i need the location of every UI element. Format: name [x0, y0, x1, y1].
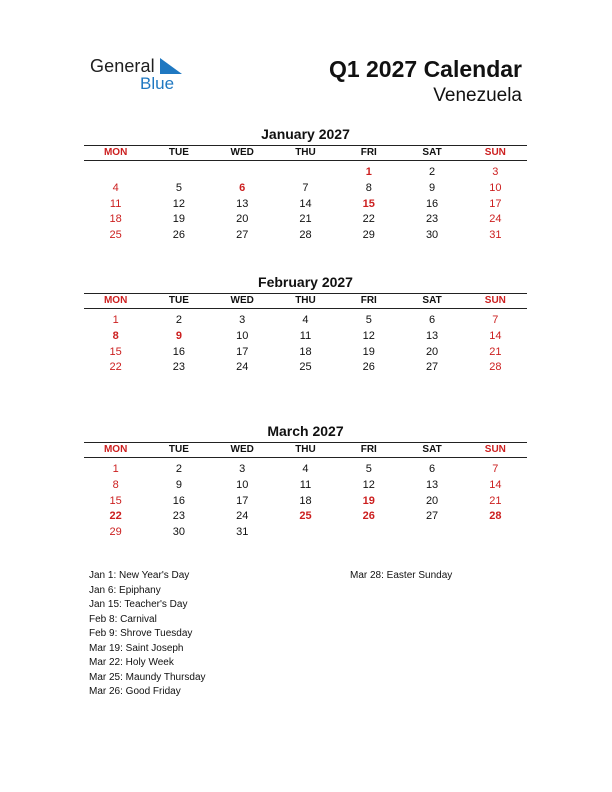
day-cell: 25: [299, 361, 312, 374]
day-cell: 24: [489, 213, 502, 226]
day-cell: 6: [429, 463, 436, 475]
day-cell: 4: [302, 463, 309, 475]
weeks-grid: [84, 165, 527, 244]
month-calendar-march: [84, 422, 527, 541]
day-cell: 7: [492, 463, 499, 475]
week-row: [84, 360, 527, 376]
day-cell: 31: [236, 526, 249, 539]
day-cell: 20: [425, 494, 439, 507]
day-cell: 12: [172, 197, 186, 210]
day-cell: 30: [172, 526, 186, 539]
day-cell: 21: [489, 345, 502, 358]
day-cell: 28: [489, 361, 502, 374]
week-row: [84, 197, 527, 213]
weekday-label-wed: WED: [230, 147, 254, 158]
weekday-label-mon: MON: [103, 295, 128, 306]
day-cell: 20: [425, 345, 439, 358]
day-cell: 9: [175, 478, 182, 491]
day-cell: 23: [425, 213, 439, 226]
day-cell: 5: [175, 181, 182, 194]
weekday-label-tue: TUE: [168, 147, 189, 158]
day-cell: 27: [236, 229, 249, 242]
weekday-label-sat: SAT: [422, 147, 442, 158]
day-cell: 15: [109, 494, 122, 507]
weekday-label-thu: THU: [295, 295, 316, 306]
day-cell: 17: [236, 494, 249, 507]
holiday-list-left: [89, 569, 206, 700]
day-cell: 5: [365, 314, 372, 326]
week-row: [84, 345, 527, 361]
day-cell: 23: [172, 510, 186, 523]
weekday-header-row: [84, 293, 527, 309]
day-cell: 27: [425, 361, 439, 374]
day-cell: 13: [425, 478, 439, 491]
weekday-header-row: [84, 145, 527, 161]
day-cell: 16: [172, 345, 186, 358]
weekday-label-sun: SUN: [484, 295, 506, 306]
weeks-grid: [84, 313, 527, 376]
day-cell: 11: [109, 197, 122, 210]
day-cell: 21: [489, 494, 502, 507]
day-cell-empty: [211, 165, 274, 181]
week-row: [84, 509, 527, 525]
day-cell: 14: [489, 329, 502, 342]
holiday-list-right: [350, 569, 452, 584]
day-cell: 10: [236, 329, 249, 342]
day-cell-empty: [84, 165, 147, 181]
week-row: [84, 329, 527, 345]
logo-triangle-icon: [160, 58, 182, 74]
day-cell: 19: [362, 494, 375, 507]
weekday-label-fri: FRI: [360, 295, 377, 306]
weekday-label-sat: SAT: [422, 295, 442, 306]
day-cell: 18: [299, 345, 312, 358]
logo-text-blue: Blue: [140, 74, 175, 93]
day-cell-empty: [400, 525, 463, 541]
day-cell: 10: [489, 181, 502, 194]
weekday-header-row: [84, 442, 527, 458]
generalblue-logo: [90, 56, 200, 96]
week-row: [84, 462, 527, 478]
holiday-item: Mar 19: Saint Joseph: [89, 642, 184, 654]
month-title: January 2027: [261, 126, 350, 142]
day-cell: 13: [425, 329, 439, 342]
day-cell: 17: [489, 197, 502, 210]
weekday-label-mon: MON: [103, 444, 128, 455]
weekday-label-mon: MON: [103, 147, 128, 158]
weekday-label-sat: SAT: [422, 444, 442, 455]
holiday-item: Mar 26: Good Friday: [89, 686, 181, 697]
day-cell: 16: [425, 197, 439, 210]
holiday-item: Mar 28: Easter Sunday: [350, 570, 453, 581]
holiday-item: Mar 22: Holy Week: [89, 657, 174, 668]
day-cell: 9: [175, 329, 182, 342]
day-cell: 14: [299, 197, 312, 210]
day-cell: 28: [299, 229, 312, 242]
day-cell: 26: [362, 510, 375, 523]
day-cell-empty: [274, 165, 337, 181]
holiday-item: Feb 8: Carnival: [89, 613, 157, 625]
week-row: [84, 494, 527, 510]
day-cell: 2: [175, 463, 182, 475]
day-cell: 12: [362, 478, 375, 491]
day-cell-empty: [274, 525, 337, 541]
month-calendar-february: [84, 273, 527, 376]
day-cell: 11: [299, 329, 312, 342]
day-cell: 15: [109, 345, 122, 358]
day-cell: 25: [109, 229, 122, 242]
day-cell: 11: [299, 478, 312, 491]
day-cell: 28: [489, 510, 502, 523]
weekday-label-sun: SUN: [484, 444, 506, 455]
day-cell: 4: [112, 181, 119, 194]
week-row: [84, 212, 527, 228]
week-row: [84, 181, 527, 197]
day-cell: 17: [236, 345, 249, 358]
weeks-grid: [84, 462, 527, 541]
day-cell: 1: [112, 463, 119, 475]
week-row: [84, 165, 527, 181]
week-row: [84, 478, 527, 494]
weekday-label-wed: WED: [230, 295, 254, 306]
day-cell: 24: [236, 361, 249, 374]
day-cell: 1: [365, 166, 372, 178]
day-cell: 6: [239, 181, 246, 194]
weekday-label-sun: SUN: [484, 147, 506, 158]
page-title: Q1 2027 Calendar: [328, 56, 522, 82]
day-cell: 26: [362, 361, 375, 374]
day-cell: 10: [236, 478, 249, 491]
month-title: February 2027: [258, 274, 353, 290]
week-row: [84, 228, 527, 244]
day-cell: 18: [299, 494, 312, 507]
day-cell: 6: [429, 314, 436, 326]
day-cell: 30: [425, 229, 439, 242]
day-cell: 9: [429, 181, 436, 194]
day-cell: 7: [492, 314, 499, 326]
day-cell-empty: [464, 525, 527, 541]
day-cell: 14: [489, 478, 502, 491]
holiday-item: Jan 15: Teacher's Day: [89, 599, 188, 610]
day-cell: 29: [109, 526, 122, 539]
holiday-item: Jan 1: New Year's Day: [89, 570, 190, 581]
logo-text-general: General: [90, 56, 155, 76]
day-cell: 1: [112, 314, 119, 326]
day-cell: 22: [109, 510, 122, 523]
day-cell: 18: [109, 213, 122, 226]
day-cell: 8: [112, 329, 119, 342]
weekday-label-thu: THU: [295, 444, 316, 455]
day-cell: 2: [175, 314, 182, 326]
weekday-label-wed: WED: [230, 444, 254, 455]
day-cell: 22: [109, 361, 122, 374]
day-cell: 25: [299, 510, 312, 523]
day-cell: 4: [302, 314, 309, 326]
weekday-label-fri: FRI: [360, 147, 377, 158]
country-name: Venezuela: [433, 85, 522, 106]
day-cell: 15: [362, 197, 375, 210]
day-cell: 3: [239, 314, 246, 326]
weekday-label-tue: TUE: [168, 295, 189, 306]
weekday-label-fri: FRI: [360, 444, 377, 455]
day-cell: 22: [362, 213, 375, 226]
month-title: March 2027: [267, 423, 344, 439]
holiday-item: Feb 9: Shrove Tuesday: [89, 628, 193, 639]
month-calendar-january: [84, 125, 527, 244]
holiday-item: Jan 6: Epiphany: [89, 584, 161, 596]
day-cell: 16: [172, 494, 186, 507]
day-cell: 8: [365, 181, 372, 194]
day-cell: 3: [492, 166, 499, 178]
day-cell: 23: [172, 361, 186, 374]
day-cell: 2: [429, 166, 436, 178]
day-cell: 31: [489, 229, 502, 242]
day-cell: 19: [172, 213, 186, 226]
day-cell-empty: [147, 165, 210, 181]
week-row: [84, 313, 527, 329]
day-cell: 21: [299, 213, 312, 226]
week-row: [84, 525, 527, 541]
day-cell: 19: [362, 345, 375, 358]
day-cell: 26: [172, 229, 186, 242]
day-cell: 3: [239, 463, 246, 475]
day-cell: 13: [236, 197, 249, 210]
day-cell: 8: [112, 478, 119, 491]
day-cell: 7: [302, 181, 309, 194]
day-cell: 29: [362, 229, 375, 242]
day-cell: 12: [362, 329, 375, 342]
day-cell: 20: [236, 213, 249, 226]
holiday-item: Mar 25: Maundy Thursday: [89, 671, 206, 683]
day-cell-empty: [337, 525, 400, 541]
day-cell: 24: [236, 510, 249, 523]
weekday-label-tue: TUE: [168, 444, 189, 455]
weekday-label-thu: THU: [295, 147, 316, 158]
day-cell: 5: [365, 463, 372, 475]
day-cell: 27: [425, 510, 439, 523]
